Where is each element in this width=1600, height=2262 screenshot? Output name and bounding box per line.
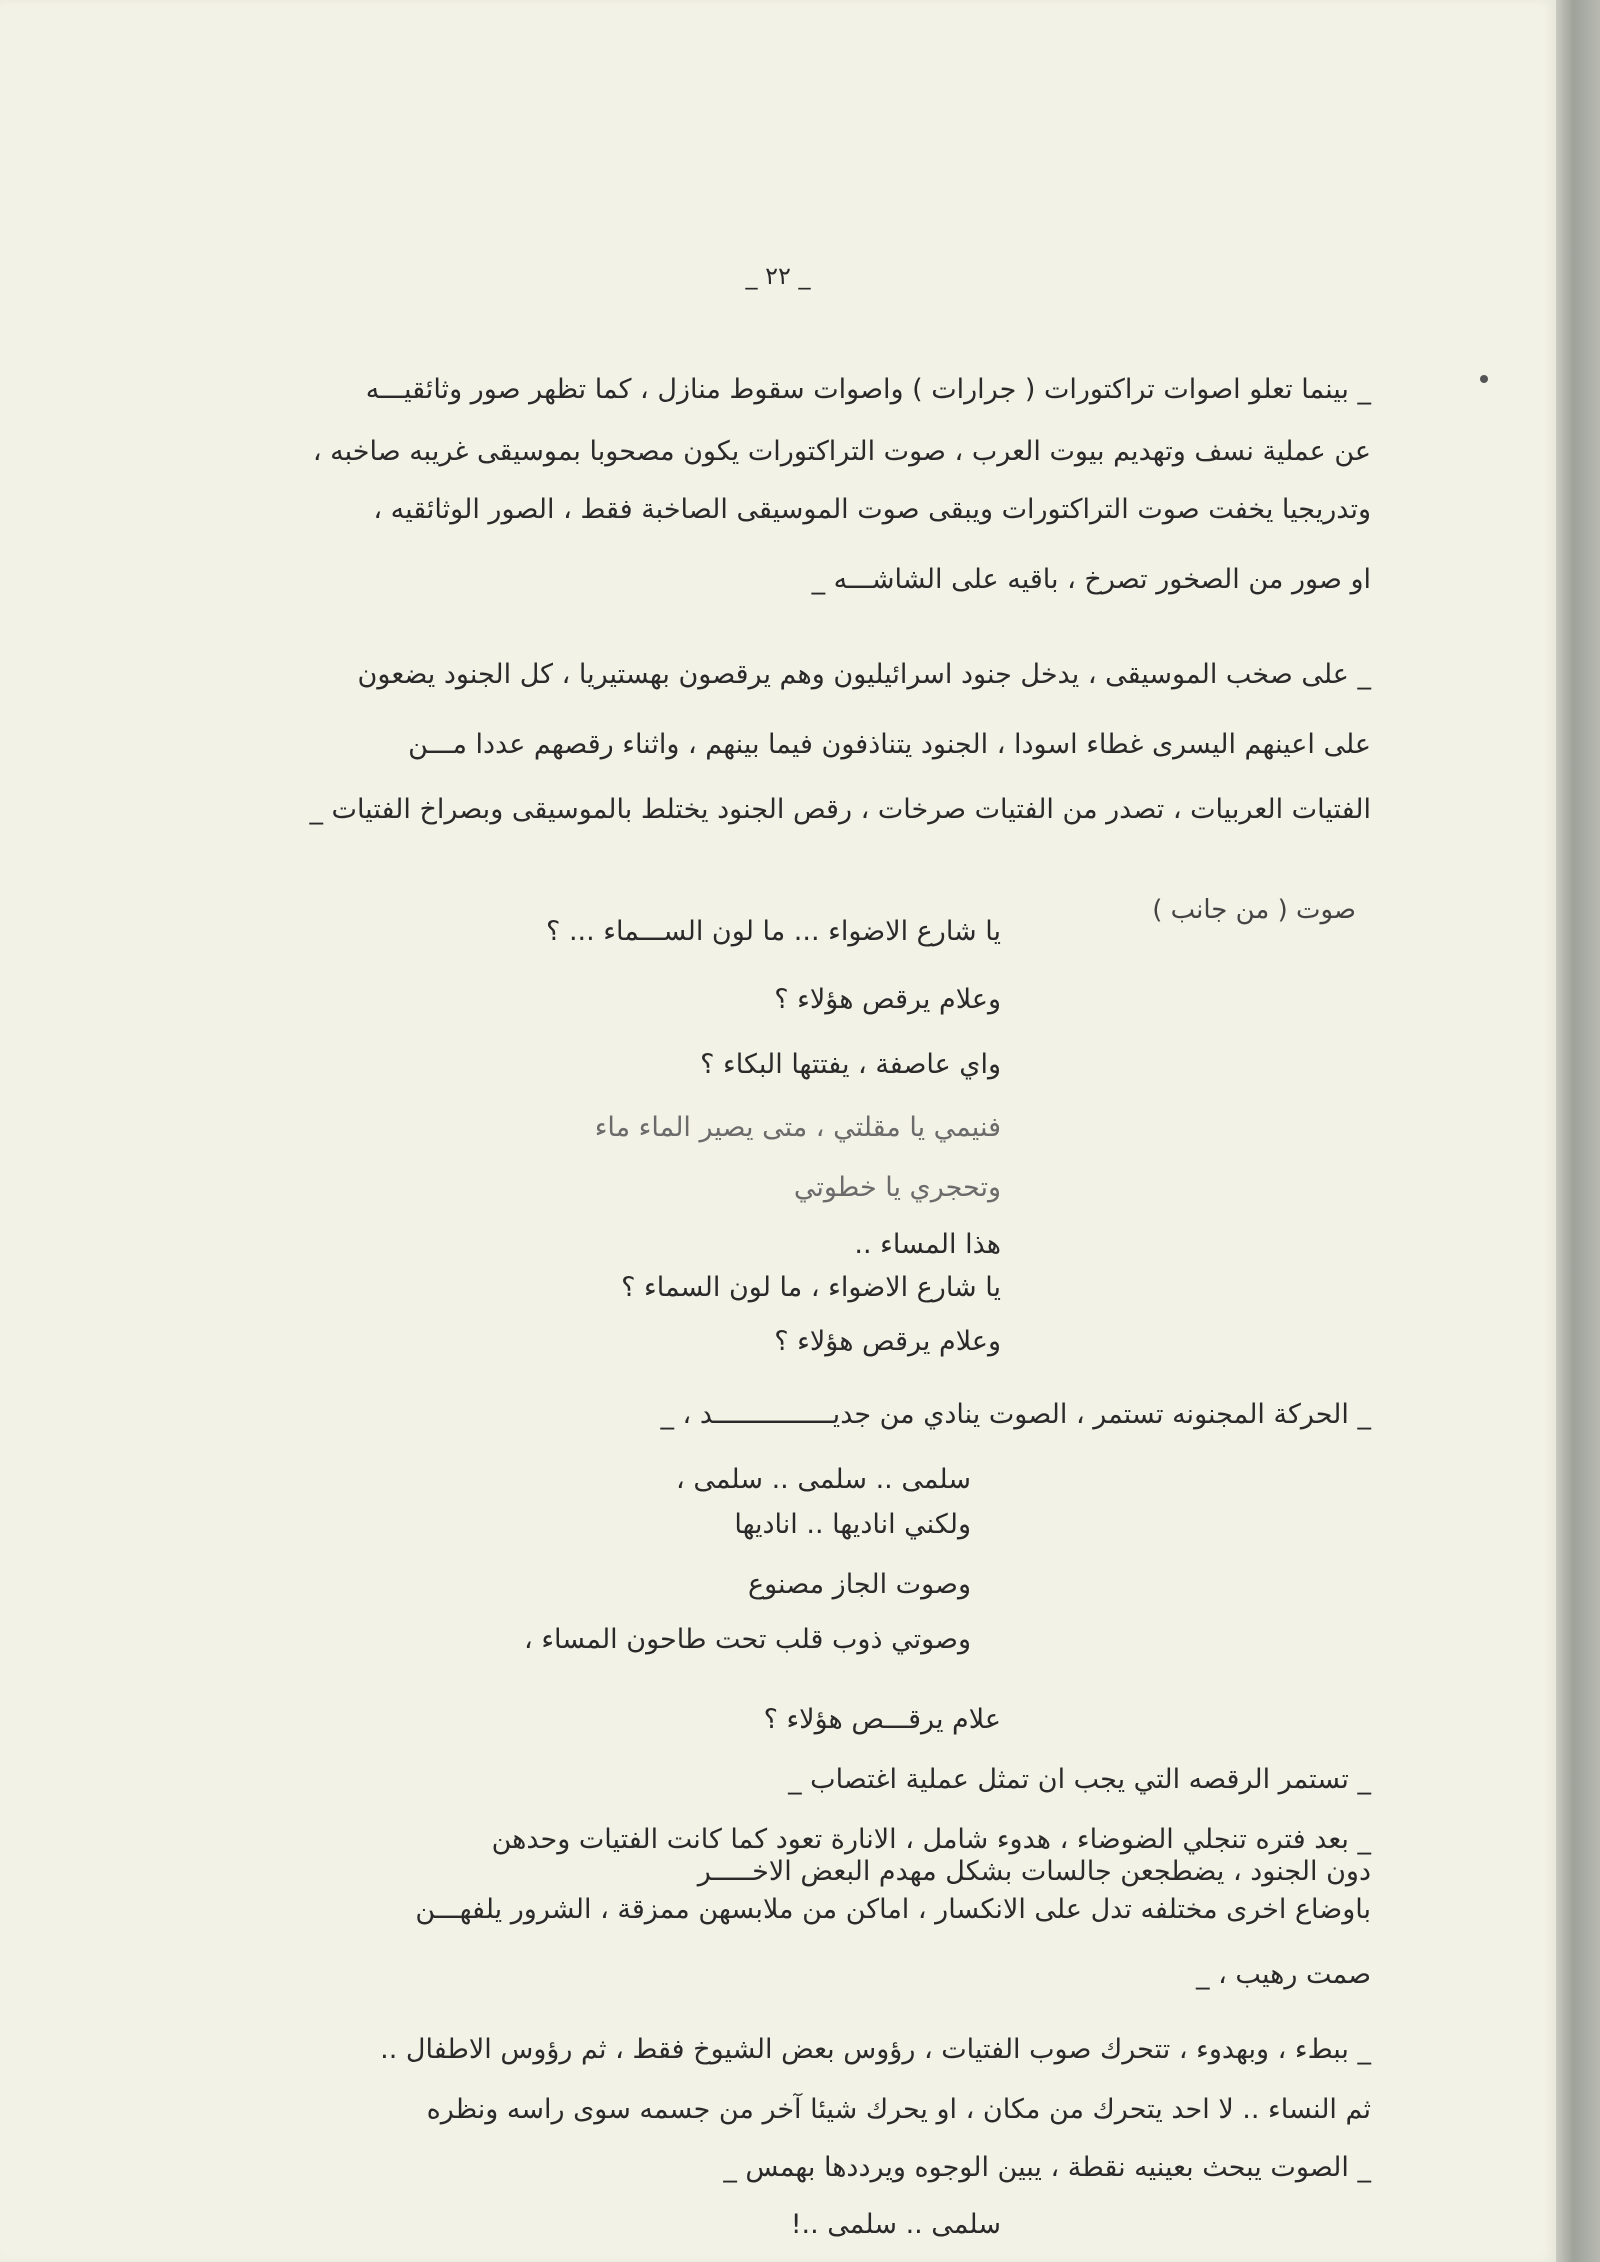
stage-direction-line: _ الحركة المجنونه تستمر ، الصوت ينادي من جديـــــــــــــــد ، _ [660, 1399, 1371, 1430]
verse-line: سلمى .. سلمى .. سلمى ، [676, 1464, 971, 1495]
verse-line: هذا المساء .. [854, 1229, 1001, 1260]
verse-line: علام يرقـــص هؤلاء ؟ [763, 1704, 1001, 1735]
stage-direction-line: _ على صخب الموسيقى ، يدخل جنود اسرائيليون وهم يرقصون بهستيريا ، كل الجنود يضعون [357, 659, 1371, 690]
verse-line: وصوتي ذوب قلب تحت طاحون المساء ، [524, 1624, 971, 1655]
verse-line: وعلام يرقص هؤلاء ؟ [774, 984, 1001, 1015]
verse-line: ولكني اناديها .. اناديها [734, 1509, 971, 1540]
stage-direction-line: _ الصوت يبحث بعينيه نقطة ، يبين الوجوه ويرددها بهمس _ [723, 2152, 1371, 2183]
verse-line: سلمى .. سلمى ..! [790, 2209, 1001, 2240]
stage-direction-line: _ تستمر الرقصه التي يجب ان تمثل عملية اغتصاب _ [788, 1764, 1371, 1795]
stage-direction-line: على اعينهم اليسرى غطاء اسودا ، الجنود يتناذفون فيما بينهم ، واثناء رقصهم عددا مـــن [408, 729, 1371, 760]
stage-direction-line: وتدريجيا يخفت صوت التراكتورات ويبقى صوت الموسيقى الصاخبة فقط ، الصور الوثائقيه ، [373, 494, 1371, 525]
stage-direction-line: ثم النساء .. لا احد يتحرك من مكان ، او يحرك شيئا آخر من جسمه سوى راسه ونظره [426, 2094, 1371, 2125]
stage-direction-line: _ بينما تعلو اصوات تراكتورات ( جرارات ) واصوات سقوط منازل ، كما تظهر صور وثائقيـــه [365, 374, 1371, 405]
verse-line: وصوت الجاز مصنوع [747, 1569, 971, 1600]
stage-direction-line: عن عملية نسف وتهديم بيوت العرب ، صوت التراكتورات يكون مصحوبا بموسيقى غريبه صاخبه ، [312, 436, 1371, 467]
stage-direction-line: _ بعد فتره تنجلي الضوضاء ، هدوء شامل ، الانارة تعود كما كانت الفتيات وحدهن [491, 1824, 1371, 1855]
verse-line: واي عاصفة ، يفتتها البكاء ؟ [700, 1049, 1001, 1080]
page-number: _ ٢٢ _ [745, 262, 811, 290]
stage-direction-line: صمت رهيب ، _ [1196, 1959, 1371, 1990]
stage-direction-line: او صور من الصخور تصرخ ، باقيه على الشاشـــه _ [811, 564, 1371, 595]
speaker-label: صوت ( من جانب ) [1152, 895, 1356, 925]
page-edge [1556, 0, 1600, 2262]
verse-line: يا شارع الاضواء ، ما لون السماء ؟ [621, 1272, 1001, 1303]
stage-direction-line: باوضاع اخرى مختلفه تدل على الانكسار ، اماكن من ملابسهن ممزقة ، الشرور يلفهـــن [415, 1894, 1371, 1925]
stage-direction-line: _ ببطء ، وبهدوء ، تتحرك صوب الفتيات ، رؤوس بعض الشيوخ فقط ، ثم رؤوس الاطفال .. [380, 2034, 1371, 2065]
stage-direction-line: الفتيات العربيات ، تصدر من الفتيات صرخات ، رقص الجنود يختلط بالموسيقى وبصراخ الفتيات _ [309, 794, 1371, 825]
verse-line: وتحجري يا خطوتي [793, 1172, 1001, 1203]
margin-mark [1480, 375, 1488, 383]
verse-line: وعلام يرقص هؤلاء ؟ [774, 1326, 1001, 1357]
verse-line: فنيمي يا مقلتي ، متى يصير الماء ماء [594, 1112, 1001, 1143]
stage-direction-line: دون الجنود ، يضطجعن جالسات بشكل مهدم البعض الاخـــــر [697, 1856, 1371, 1887]
verse-line: يا شارع الاضواء ... ما لون الســـماء ... ؟ [546, 916, 1001, 947]
